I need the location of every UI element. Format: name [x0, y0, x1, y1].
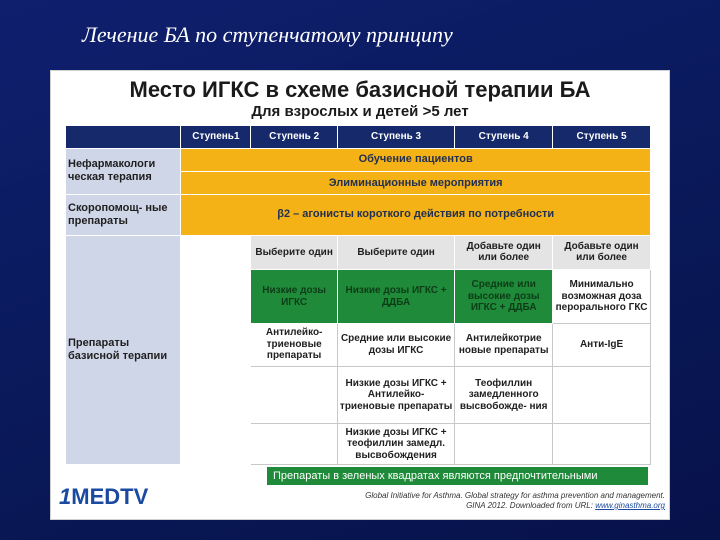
step-5-header: Ступень 5 [553, 126, 651, 149]
row-label-nonpharm: Нефармакологи ческая терапия [66, 148, 181, 194]
step-4-add: Добавьте один или более [455, 235, 553, 270]
step-5-anti-ige: Анти-IgE [553, 323, 651, 366]
slide-title: Лечение БА по ступенчатому принципу [82, 22, 453, 47]
step-4-alternative: Антилейкотрие новые препараты [455, 323, 553, 366]
source-url-link[interactable]: www.ginasthma.org [595, 501, 665, 510]
logo-number: 1 [59, 484, 72, 509]
row-label-rescue: Скоропомощ- ные препараты [66, 194, 181, 235]
nonpharm-education: Обучение пациентов [181, 148, 651, 172]
medtv-logo [59, 484, 148, 510]
step-1-header: Ступень1 [181, 126, 251, 149]
logo-text: MEDTV [71, 484, 149, 509]
step-3-choose: Выберите один [337, 235, 454, 270]
row-label-controller: Препараты базисной терапии [66, 235, 181, 464]
panel-heading: Место ИГКС в схеме базисной терапии БА [129, 77, 591, 102]
preferred-notice: Препараты в зеленых квадратах являются предпочтительными [267, 467, 648, 485]
step-2-alternative: Антилейко- триеновые препараты [251, 323, 338, 366]
source-line-2 [333, 501, 665, 511]
panel-subheading: Для взрослых и детей >5 лет [251, 103, 469, 120]
therapy-steps-table [65, 125, 651, 465]
step-5-empty-b [553, 423, 651, 464]
step-4-header: Ступень 4 [455, 126, 553, 149]
source-line-1: Global Initiative for Asthma. Global strategy for asthma prevention and management. [365, 491, 665, 500]
step-4-empty-b [455, 423, 553, 464]
source-citation [333, 491, 665, 511]
content-panel [50, 70, 670, 520]
step-3-header: Ступень 3 [337, 126, 454, 149]
step-2-choose: Выберите один [251, 235, 338, 270]
step-5-empty-a [553, 366, 651, 423]
step-4-preferred: Средние или высокие дозы ИГКС + ДДБА [455, 270, 553, 323]
step-2-empty-a [251, 366, 338, 423]
step-2-preferred: Низкие дозы ИГКС [251, 270, 338, 323]
rescue-saba: β2 – агонисты короткого действия по потребности [181, 194, 651, 235]
source-line-2-prefix: GINA 2012. Downloaded from URL: [466, 501, 593, 510]
step-2-header: Ступень 2 [251, 126, 338, 149]
step-3-preferred: Низкие дозы ИГКС + ДДБА [337, 270, 454, 323]
step-1-controller-empty [181, 235, 251, 464]
step-2-empty-b [251, 423, 338, 464]
step-4-theophylline: Теофиллин замедленного высвобожде- ния [455, 366, 553, 423]
step-3-alternative: Средние или высокие дозы ИГКС [337, 323, 454, 366]
step-3-alternative-3: Низкие дозы ИГКС + теофиллин замедл. высвобождения [337, 423, 454, 464]
step-5-add: Добавьте один или более [553, 235, 651, 270]
step-5-oral-gcs: Минимально возможная доза перорального ГКС [553, 270, 651, 323]
nonpharm-elimination: Элиминационные мероприятия [181, 172, 651, 195]
header-corner [66, 126, 181, 149]
step-3-alternative-2: Низкие дозы ИГКС + Антилейко- триеновые препараты [337, 366, 454, 423]
